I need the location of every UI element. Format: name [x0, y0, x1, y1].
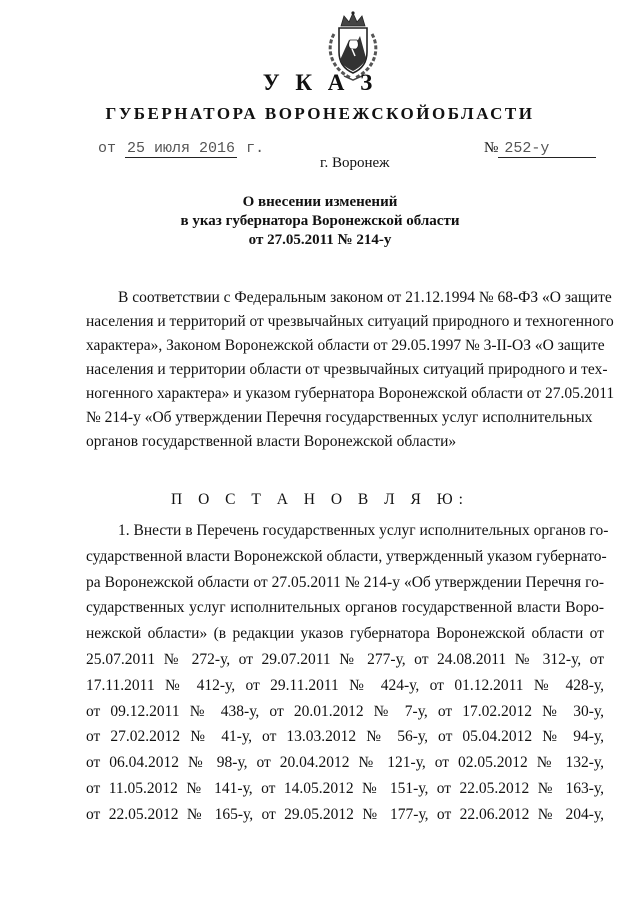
subject-line: О внесении изменений [242, 194, 398, 210]
clause-line: от 27.02.2012 № 41-у, от 13.03.2012 № 56-у, от 05.04.2012 № 94-у, [86, 728, 604, 746]
subject-line: от 27.05.2011 № 214-у [248, 232, 392, 248]
clause-line: от 11.05.2012 № 141-у, от 14.05.2012 № 151-у, от 22.05.2012 № 163-у, [86, 779, 604, 797]
preamble-line: № 214-у «Об утверждении Перечня государственных услуг исполнительных [86, 409, 593, 426]
clause-line: сударственных услуг исполнительных органов государственной власти Воро- [86, 599, 604, 617]
clause-line: от 09.12.2011 № 438-у, от 20.01.2012 № 7-у, от 17.02.2012 № 30-у, [86, 702, 604, 720]
preamble-line: ногенного характера» и указом губернатора Воронежской области от 27.05.2011 [86, 385, 615, 402]
date-prefix: от [98, 140, 117, 157]
clause-line: 1. Внести в Перечень государственных услуг исполнительных органов го- [118, 522, 609, 539]
preamble-line: В соответствии с Федеральным законом от 21.12.1994 № 68-ФЗ «О защите [118, 289, 612, 306]
decree-date [98, 140, 264, 157]
document-issuer: ГУБЕРНАТОРА ВОРОНЕЖСКОЙОБЛАСТИ [105, 104, 535, 123]
clause-line: 25.07.2011 № 272-у, от 29.07.2011 № 277-у, от 24.08.2011 № 312-у, от [86, 650, 604, 668]
clause-line: ра Воронежской области от 27.05.2011 № 214-у «Об утверждении Перечня го- [86, 573, 604, 591]
number-prefix: № [484, 140, 499, 156]
preamble-line: населения и территории области от чрезвычайных ситуаций природного и тех- [86, 361, 608, 378]
clause-line: нежской области» (в редакции указов губернатора Воронежской области от [86, 625, 604, 643]
clause-line: от 06.04.2012 № 98-у, от 20.04.2012 № 121-у, от 02.05.2012 № 132-у, [86, 754, 604, 772]
decree-subject [0, 193, 640, 250]
preamble-paragraph [86, 286, 615, 454]
document-title: У К А З [262, 70, 378, 95]
clause-line: 17.11.2011 № 412-у, от 29.11.2011 № 424-у, от 01.12.2011 № 428-у, [86, 676, 604, 694]
preamble-line: органов государственной власти Воронежской области» [86, 433, 457, 450]
date-value: 25 июля 2016 [127, 140, 236, 157]
decree-number [484, 140, 596, 158]
subject-line: в указ губернатора Воронежской области [180, 213, 460, 229]
date-suffix: г. [246, 140, 265, 157]
decree-operative-word: П О С Т А Н О В Л Я Ю: [171, 491, 469, 508]
preamble-line: характера», Законом Воронежской области от 29.05.1997 № 3-II-ОЗ «О защите [86, 337, 605, 354]
preamble-line: населения и территорий от чрезвычайных ситуаций природного и техногенного [86, 313, 614, 330]
clause-1-paragraph [86, 518, 609, 828]
clause-line: сударственной власти Воронежской области, утвержденный указом губернато- [86, 547, 607, 565]
number-value: 252-у [498, 140, 596, 158]
clause-line: от 22.05.2012 № 165-у, от 29.05.2012 № 177-у, от 22.06.2012 № 204-у, [86, 805, 604, 823]
city: г. Воронеж [320, 155, 390, 171]
